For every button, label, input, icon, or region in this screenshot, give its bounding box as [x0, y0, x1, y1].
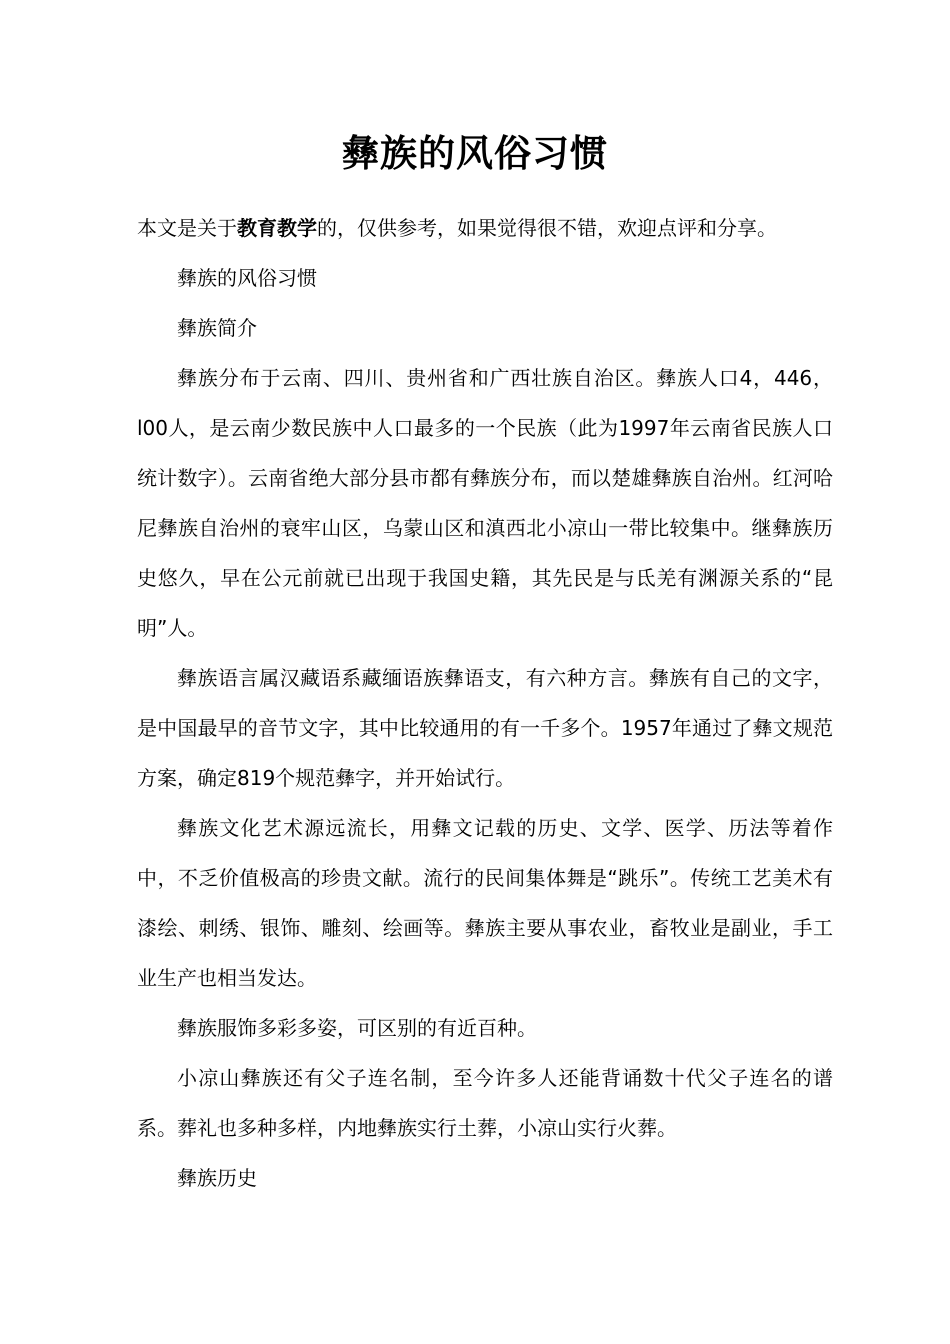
- intro-paragraph: [137, 203, 833, 253]
- section-heading: 彝族历史: [177, 1166, 257, 1190]
- body-paragraph: 彝族分布于云南、四川、贵州省和广西壮族自治区。彝族人口4，446，l00人，是云南少数民族中人口最多的一个民族（此为1997年云南省民族人口统计数字）。云南省绝大部分县市都有彝族分布，而以楚雄彝族自治州。红河哈尼彝族自治州的衰牢山区，乌蒙山区和滇西北小凉山一带比较集中。继彝族历史悠久，早在公元前就已出现于我国史籍，其先民是与氐羌有渊源关系的“昆明”人。: [137, 366, 833, 640]
- intro-text-before: 本文是关于: [137, 216, 237, 240]
- document-title: 彝族的风俗习惯: [342, 131, 608, 175]
- intro-text-after: 的，仅供参考，如果觉得很不错，欢迎点评和分享。: [317, 216, 777, 240]
- body-paragraph: 彝族服饰多彩多姿，可区别的有近百种。: [177, 1016, 537, 1040]
- document-body: [137, 203, 833, 1203]
- intro-bold-text: 教育教学: [237, 216, 317, 240]
- section-heading: 彝族简介: [177, 316, 257, 340]
- body-paragraph: 彝族文化艺术源远流长，用彝文记载的历史、文学、医学、历法等着作中，不乏价值极高的珍贵文献。流行的民间集体舞是“跳乐”。传统工艺美术有漆绘、刺绣、银饰、雕刻、绘画等。彝族主要从事农业，畜牧业是副业，手工业生产也相当发达。: [137, 816, 833, 990]
- body-paragraph: 小凉山彝族还有父子连名制，至今许多人还能背诵数十代父子连名的谱系。葬礼也多种多样，内地彝族实行土葬，小凉山实行火葬。: [137, 1066, 833, 1140]
- body-paragraph: 彝族语言属汉藏语系藏缅语族彝语支，有六种方言。彝族有自己的文字，是中国最早的音节文字，其中比较通用的有一千多个。1957年通过了彝文规范方案，确定819个规范彝字，并开始试行。: [137, 666, 833, 790]
- section-heading: 彝族的风俗习惯: [177, 266, 317, 290]
